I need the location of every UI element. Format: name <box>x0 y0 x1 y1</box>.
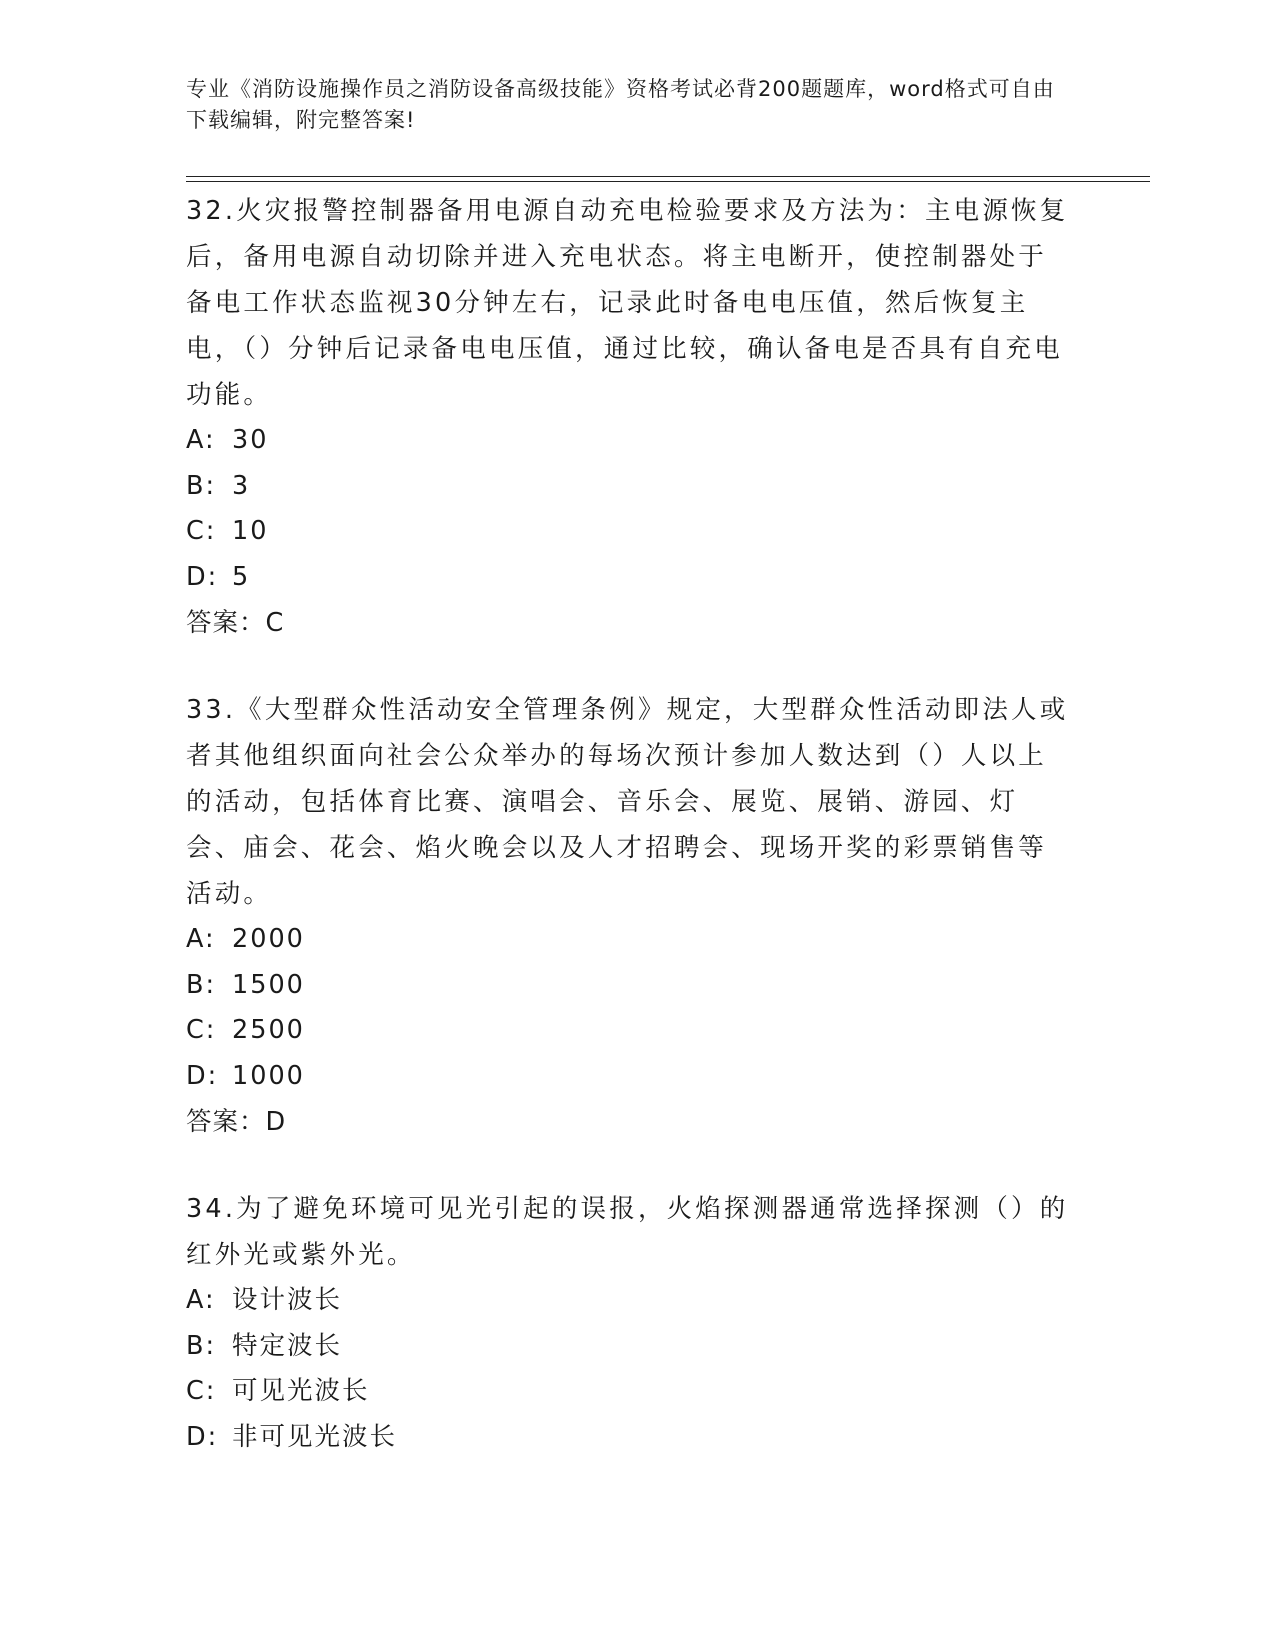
option-key: D: <box>186 561 219 592</box>
option-key: C: <box>186 1015 217 1045</box>
option-key: A: <box>186 425 216 455</box>
option-key: A: <box>186 924 216 954</box>
option-key: D: <box>186 1421 219 1452</box>
option-key: B: <box>186 969 217 1000</box>
header-divider-top <box>186 176 1150 177</box>
option-c <box>186 1369 1070 1415</box>
header-divider-bottom <box>186 181 1150 182</box>
option-text: 设计波长 <box>232 1285 343 1315</box>
option-d <box>186 1054 1070 1100</box>
option-a <box>186 418 1070 464</box>
option-key: A: <box>186 1285 216 1315</box>
question-34 <box>186 1186 1070 1460</box>
option-text: 3 <box>232 470 251 501</box>
answer-label: 答案：D <box>186 1107 287 1137</box>
answer-label: 答案：C <box>186 608 285 638</box>
option-text: 30 <box>232 425 269 455</box>
option-text: 1000 <box>232 1060 305 1091</box>
option-d <box>186 1415 1070 1461</box>
option-d <box>186 555 1070 601</box>
option-a <box>186 917 1070 963</box>
option-key: B: <box>186 470 217 501</box>
option-b <box>186 963 1070 1009</box>
option-text: 10 <box>232 516 269 546</box>
option-text: 特定波长 <box>232 1330 343 1361</box>
document-header: 专业《消防设施操作员之消防设备高级技能》资格考试必背200题题库，word格式可自由下载编辑，附完整答案! <box>186 77 1055 132</box>
option-key: D: <box>186 1060 219 1091</box>
option-key: C: <box>186 1376 217 1406</box>
option-key: C: <box>186 516 217 546</box>
option-b <box>186 464 1070 510</box>
question-stem: 34.为了避免环境可见光引起的误报，火焰探测器通常选择探测（）的红外光或紫外光。 <box>186 1194 1069 1270</box>
option-b <box>186 1324 1070 1370</box>
option-c <box>186 509 1070 555</box>
option-key: B: <box>186 1330 217 1361</box>
question-33 <box>186 687 1070 1145</box>
option-text: 2500 <box>232 1015 305 1045</box>
option-text: 5 <box>232 561 251 592</box>
question-32 <box>186 188 1070 646</box>
question-stem: 33.《大型群众性活动安全管理条例》规定，大型群众性活动即法人或者其他组织面向社会公众举办的每场次预计参加人数达到（）人以上的活动，包括体育比赛、演唱会、音乐会、展览、展销、游园、灯会、庙会、花会、焰火晚会以及人才招聘会、现场开奖的彩票销售等活动。 <box>186 695 1069 909</box>
option-text: 2000 <box>232 924 305 954</box>
option-a <box>186 1278 1070 1324</box>
option-text: 非可见光波长 <box>232 1421 398 1452</box>
option-text: 可见光波长 <box>232 1376 370 1406</box>
option-text: 1500 <box>232 969 305 1000</box>
question-stem: 32.火灾报警控制器备用电源自动充电检验要求及方法为：主电源恢复后，备用电源自动切除并进入充电状态。将主电断开，使控制器处于备电工作状态监视30分钟左右，记录此时备电电压值，然后恢复主电，（）分钟后记录备电电压值，通过比较，确认备电是否具有自充电功能。 <box>186 196 1069 410</box>
option-c <box>186 1008 1070 1054</box>
